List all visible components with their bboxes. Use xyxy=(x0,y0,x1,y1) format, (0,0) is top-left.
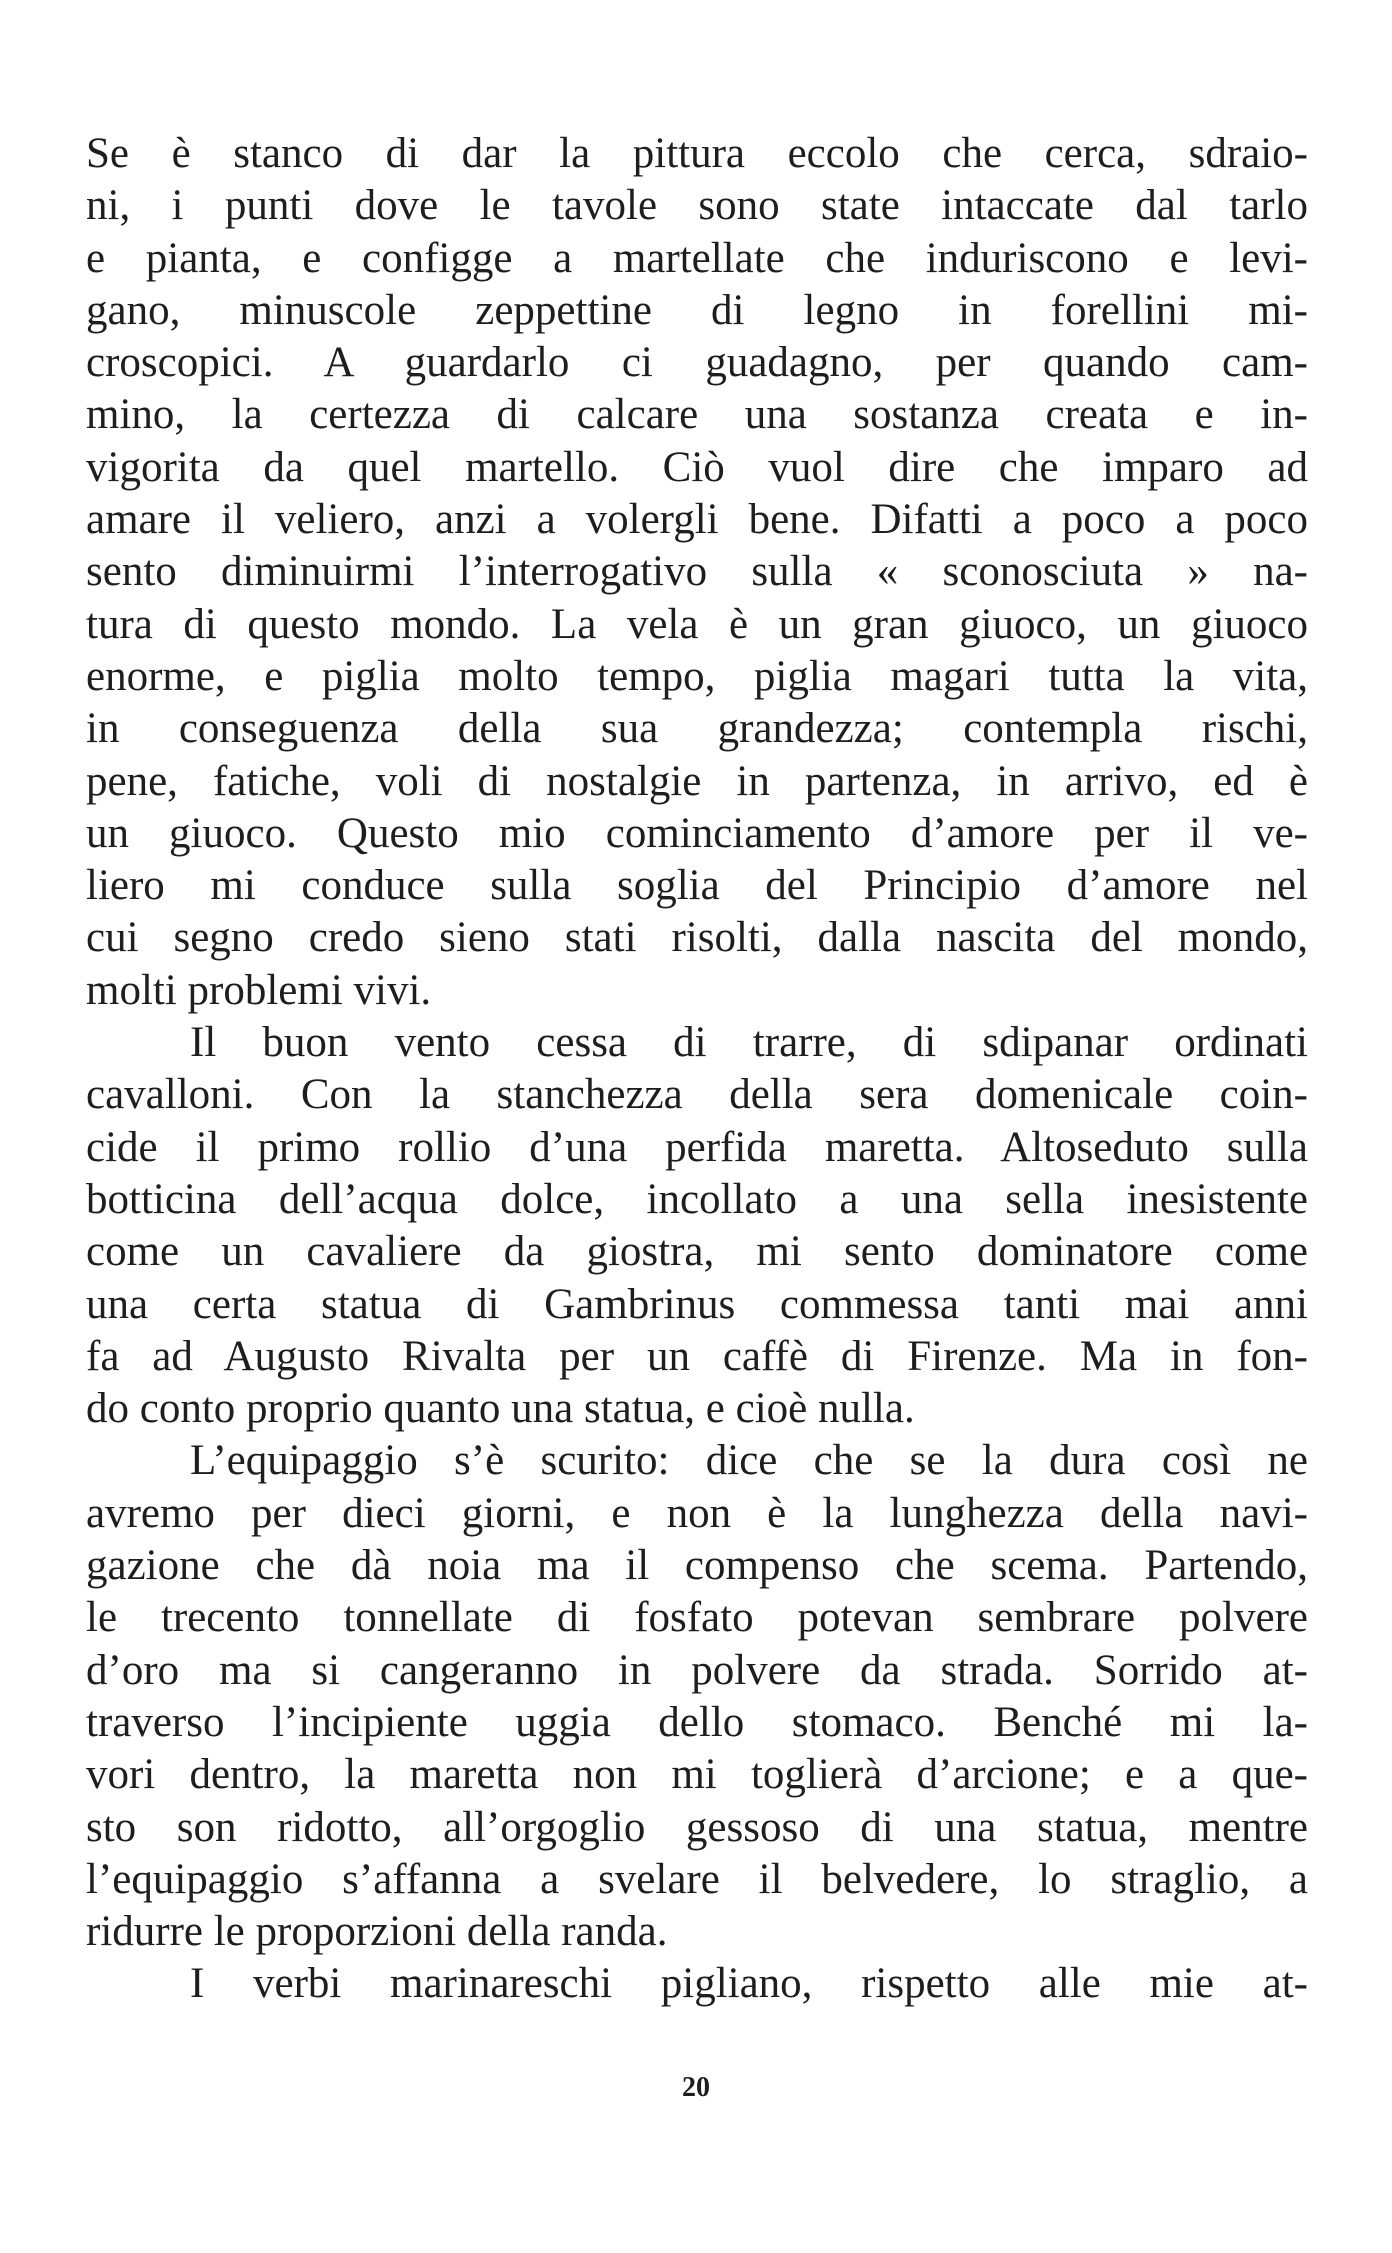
text-line: mino, la certezza di calcare una sostanza creata e in- xyxy=(86,391,1308,439)
text-line: botticina dell’acqua dolce, incollato a una sella inesistente xyxy=(86,1175,1308,1223)
text-line: L’equipaggio s’è scurito: dice che se la dura così ne xyxy=(190,1437,1308,1485)
text-line: Se è stanco di dar la pittura eccolo che cerca, sdraio- xyxy=(86,130,1308,177)
text-line: sto son ridotto, all’orgoglio gessoso di una statua, mentre xyxy=(86,1803,1308,1851)
text-line: do conto proprio quanto una statua, e cioè nulla. xyxy=(86,1385,915,1433)
text-line: e pianta, e configge a martellate che induriscono e levi- xyxy=(86,234,1308,282)
text-line: Il buon vento cessa di trarre, di sdipanar ordinati xyxy=(190,1019,1308,1067)
paragraph-1 xyxy=(86,128,1308,1017)
text-line: amare il veliero, anzi a volergli bene. Difatti a poco a poco xyxy=(86,496,1308,544)
text-line: liero mi conduce sulla soglia del Principio d’amore nel xyxy=(86,862,1308,910)
text-line: una certa statua di Gambrinus commessa tanti mai anni xyxy=(86,1280,1308,1328)
text-line: croscopici. A guardarlo ci guadagno, per quando cam- xyxy=(86,339,1308,387)
text-line: ridurre le proporzioni della randa. xyxy=(86,1908,668,1956)
text-line: le trecento tonnellate di fosfato potevan sembrare polvere xyxy=(86,1594,1308,1642)
paragraph-3 xyxy=(86,1435,1308,1958)
text-line: tura di questo mondo. La vela è un gran giuoco, un giuoco xyxy=(86,600,1308,648)
text-line: gazione che dà noia ma il compenso che scema. Partendo, xyxy=(86,1542,1308,1590)
page-number: 20 xyxy=(682,2072,710,2103)
paragraph-4 xyxy=(86,1958,1308,2010)
body-text xyxy=(86,128,1308,2011)
text-line: vigorita da quel martello. Ciò vuol dire che imparo ad xyxy=(86,443,1308,491)
text-line: fa ad Augusto Rivalta per un caffè di Firenze. Ma in fon- xyxy=(86,1332,1308,1380)
text-line: molti problemi vivi. xyxy=(86,966,432,1014)
text-line: cide il primo rollio d’una perfida maretta. Altoseduto sulla xyxy=(86,1123,1308,1171)
text-line: gano, minuscole zeppettine di legno in forellini mi- xyxy=(86,286,1308,334)
text-line: sento diminuirmi l’interrogativo sulla « sconosciuta » na- xyxy=(86,548,1308,596)
text-line: ni, i punti dove le tavole sono state intaccate dal tarlo xyxy=(86,182,1308,230)
text-line: cui segno credo sieno stati risolti, dalla nascita del mondo, xyxy=(86,914,1308,962)
text-line: vori dentro, la maretta non mi toglierà d’arcione; e a que- xyxy=(86,1751,1308,1799)
text-line: cavalloni. Con la stanchezza della sera domenicale coin- xyxy=(86,1071,1308,1119)
text-line: avremo per dieci giorni, e non è la lunghezza della navi- xyxy=(86,1489,1308,1537)
text-line: d’oro ma si cangeranno in polvere da strada. Sorrido at- xyxy=(86,1646,1308,1694)
text-line: enorme, e piglia molto tempo, piglia magari tutta la vita, xyxy=(86,652,1308,700)
text-line: I verbi marinareschi pigliano, rispetto alle mie at- xyxy=(190,1960,1308,2008)
text-line: traverso l’incipiente uggia dello stomaco. Benché mi la- xyxy=(86,1698,1308,1746)
text-line: pene, fatiche, voli di nostalgie in partenza, in arrivo, ed è xyxy=(86,757,1308,805)
paragraph-2 xyxy=(86,1017,1308,1435)
text-line: in conseguenza della sua grandezza; contempla rischi, xyxy=(86,705,1308,753)
text-line: un giuoco. Questo mio cominciamento d’amore per il ve- xyxy=(86,809,1308,857)
text-line: come un cavaliere da giostra, mi sento dominatore come xyxy=(86,1228,1308,1276)
text-line: l’equipaggio s’affanna a svelare il belvedere, lo straglio, a xyxy=(86,1855,1308,1903)
